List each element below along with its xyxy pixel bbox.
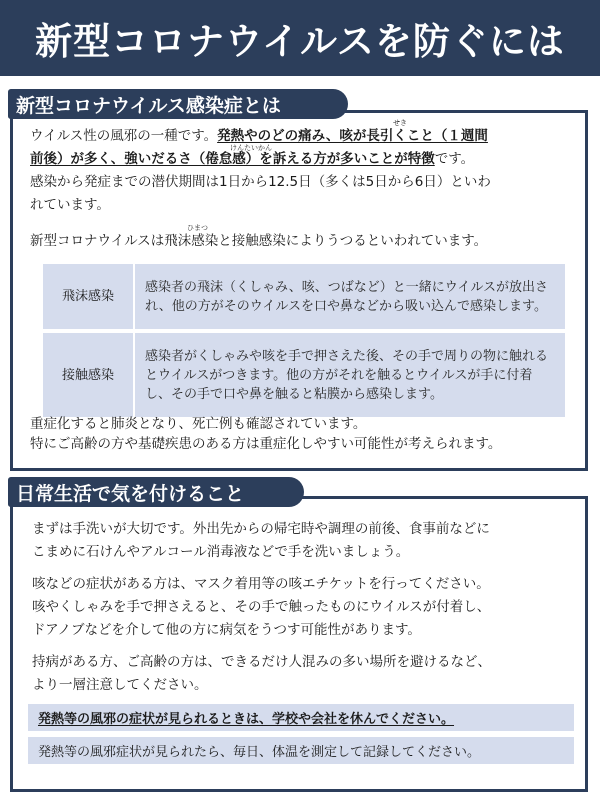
cough-line-3: ドアノブなどを介して他の方に病気をうつす可能性があります。 (32, 622, 421, 638)
intro-text-c: 前後）が多く、強いだるさ（倦怠感）を訴える方が多いことが特徴 (30, 151, 435, 167)
route-desc: 感染者がくしゃみや咳を手で押さえた後、その手で周りの物に触れるとウイルスがつきます。他の方がそれを触るとウイルスが手に付着し、その手で口や鼻を触ると粘膜から感染します。 (135, 333, 565, 417)
crowd-line-1: 持病がある方、ご高齢の方は、できるだけ人混みの多い場所を避けるなど、 (32, 654, 491, 670)
notice-stay-home-text: 発熱等の風邪の症状が見られるときは、学校や会社を休んでください。 (38, 712, 455, 727)
severity-line-1: 重症化すると肺炎となり、死亡例も確認されています。 (30, 416, 367, 432)
route-name: 飛沫感染 (43, 264, 135, 329)
ruby-kentaikan: けんたいかん (230, 144, 272, 152)
intro-line-2 (30, 149, 474, 170)
severity-line-2: 特にご高齢の方や基礎疾患のある方は重症化しやすい可能性が考えられます。 (30, 436, 502, 452)
section-heading-coronavirus-info: 新型コロナウイルス感染症とは (8, 89, 348, 119)
ruby-himatsu: ひまつ (187, 224, 208, 232)
incubation-line-1: 感染から発症までの潜伏期間は1日から12.5日（多くは5日から6日）といわ (30, 174, 491, 190)
page-title: 新型コロナウイルスを防ぐには (0, 0, 600, 76)
cough-line-2: 咳やくしゃみを手で押さえると、その手で触ったものにウイルスが付着し、 (32, 599, 491, 615)
handwash-line-2: こまめに石けんやアルコール消毒液などで手を洗いましょう。 (32, 544, 410, 560)
table-row (43, 264, 565, 329)
notice-record-temperature-text: 発熱等の風邪症状が見られたら、毎日、体温を測定して記録してください。 (38, 745, 481, 760)
intro-text-d: です。 (434, 151, 475, 167)
incubation-line-2: れています。 (30, 197, 110, 213)
routes-intro: 新型コロナウイルスは飛沫感染と接触感染によりうつるといわれています。 (30, 233, 488, 249)
infection-routes-table (43, 260, 565, 421)
cough-line-1: 咳などの症状がある方は、マスク着用等の咳エチケットを行ってください。 (32, 576, 490, 592)
route-name: 接触感染 (43, 333, 135, 417)
intro-text-a: ウイルス性の風邪の一種です。 (30, 128, 218, 144)
crowd-line-2: より一層注意してください。 (32, 677, 208, 693)
intro-text-b: 発熱やのどの痛み、咳が長引くこと（１週間 (217, 128, 488, 144)
handwash-line-1: まずは手洗いが大切です。外出先からの帰宅時や調理の前後、食事前などに (32, 521, 490, 537)
notice-stay-home (28, 704, 574, 731)
notice-record-temperature (28, 737, 574, 764)
route-desc: 感染者の飛沫（くしゃみ、咳、つばなど）と一緒にウイルスが放出され、他の方がそのウイルスを口や鼻などから吸い込んで感染します。 (135, 264, 565, 329)
ruby-seki: せき (393, 119, 407, 127)
table-row (43, 333, 565, 417)
section-heading-daily-life: 日常生活で気を付けること (8, 477, 304, 507)
